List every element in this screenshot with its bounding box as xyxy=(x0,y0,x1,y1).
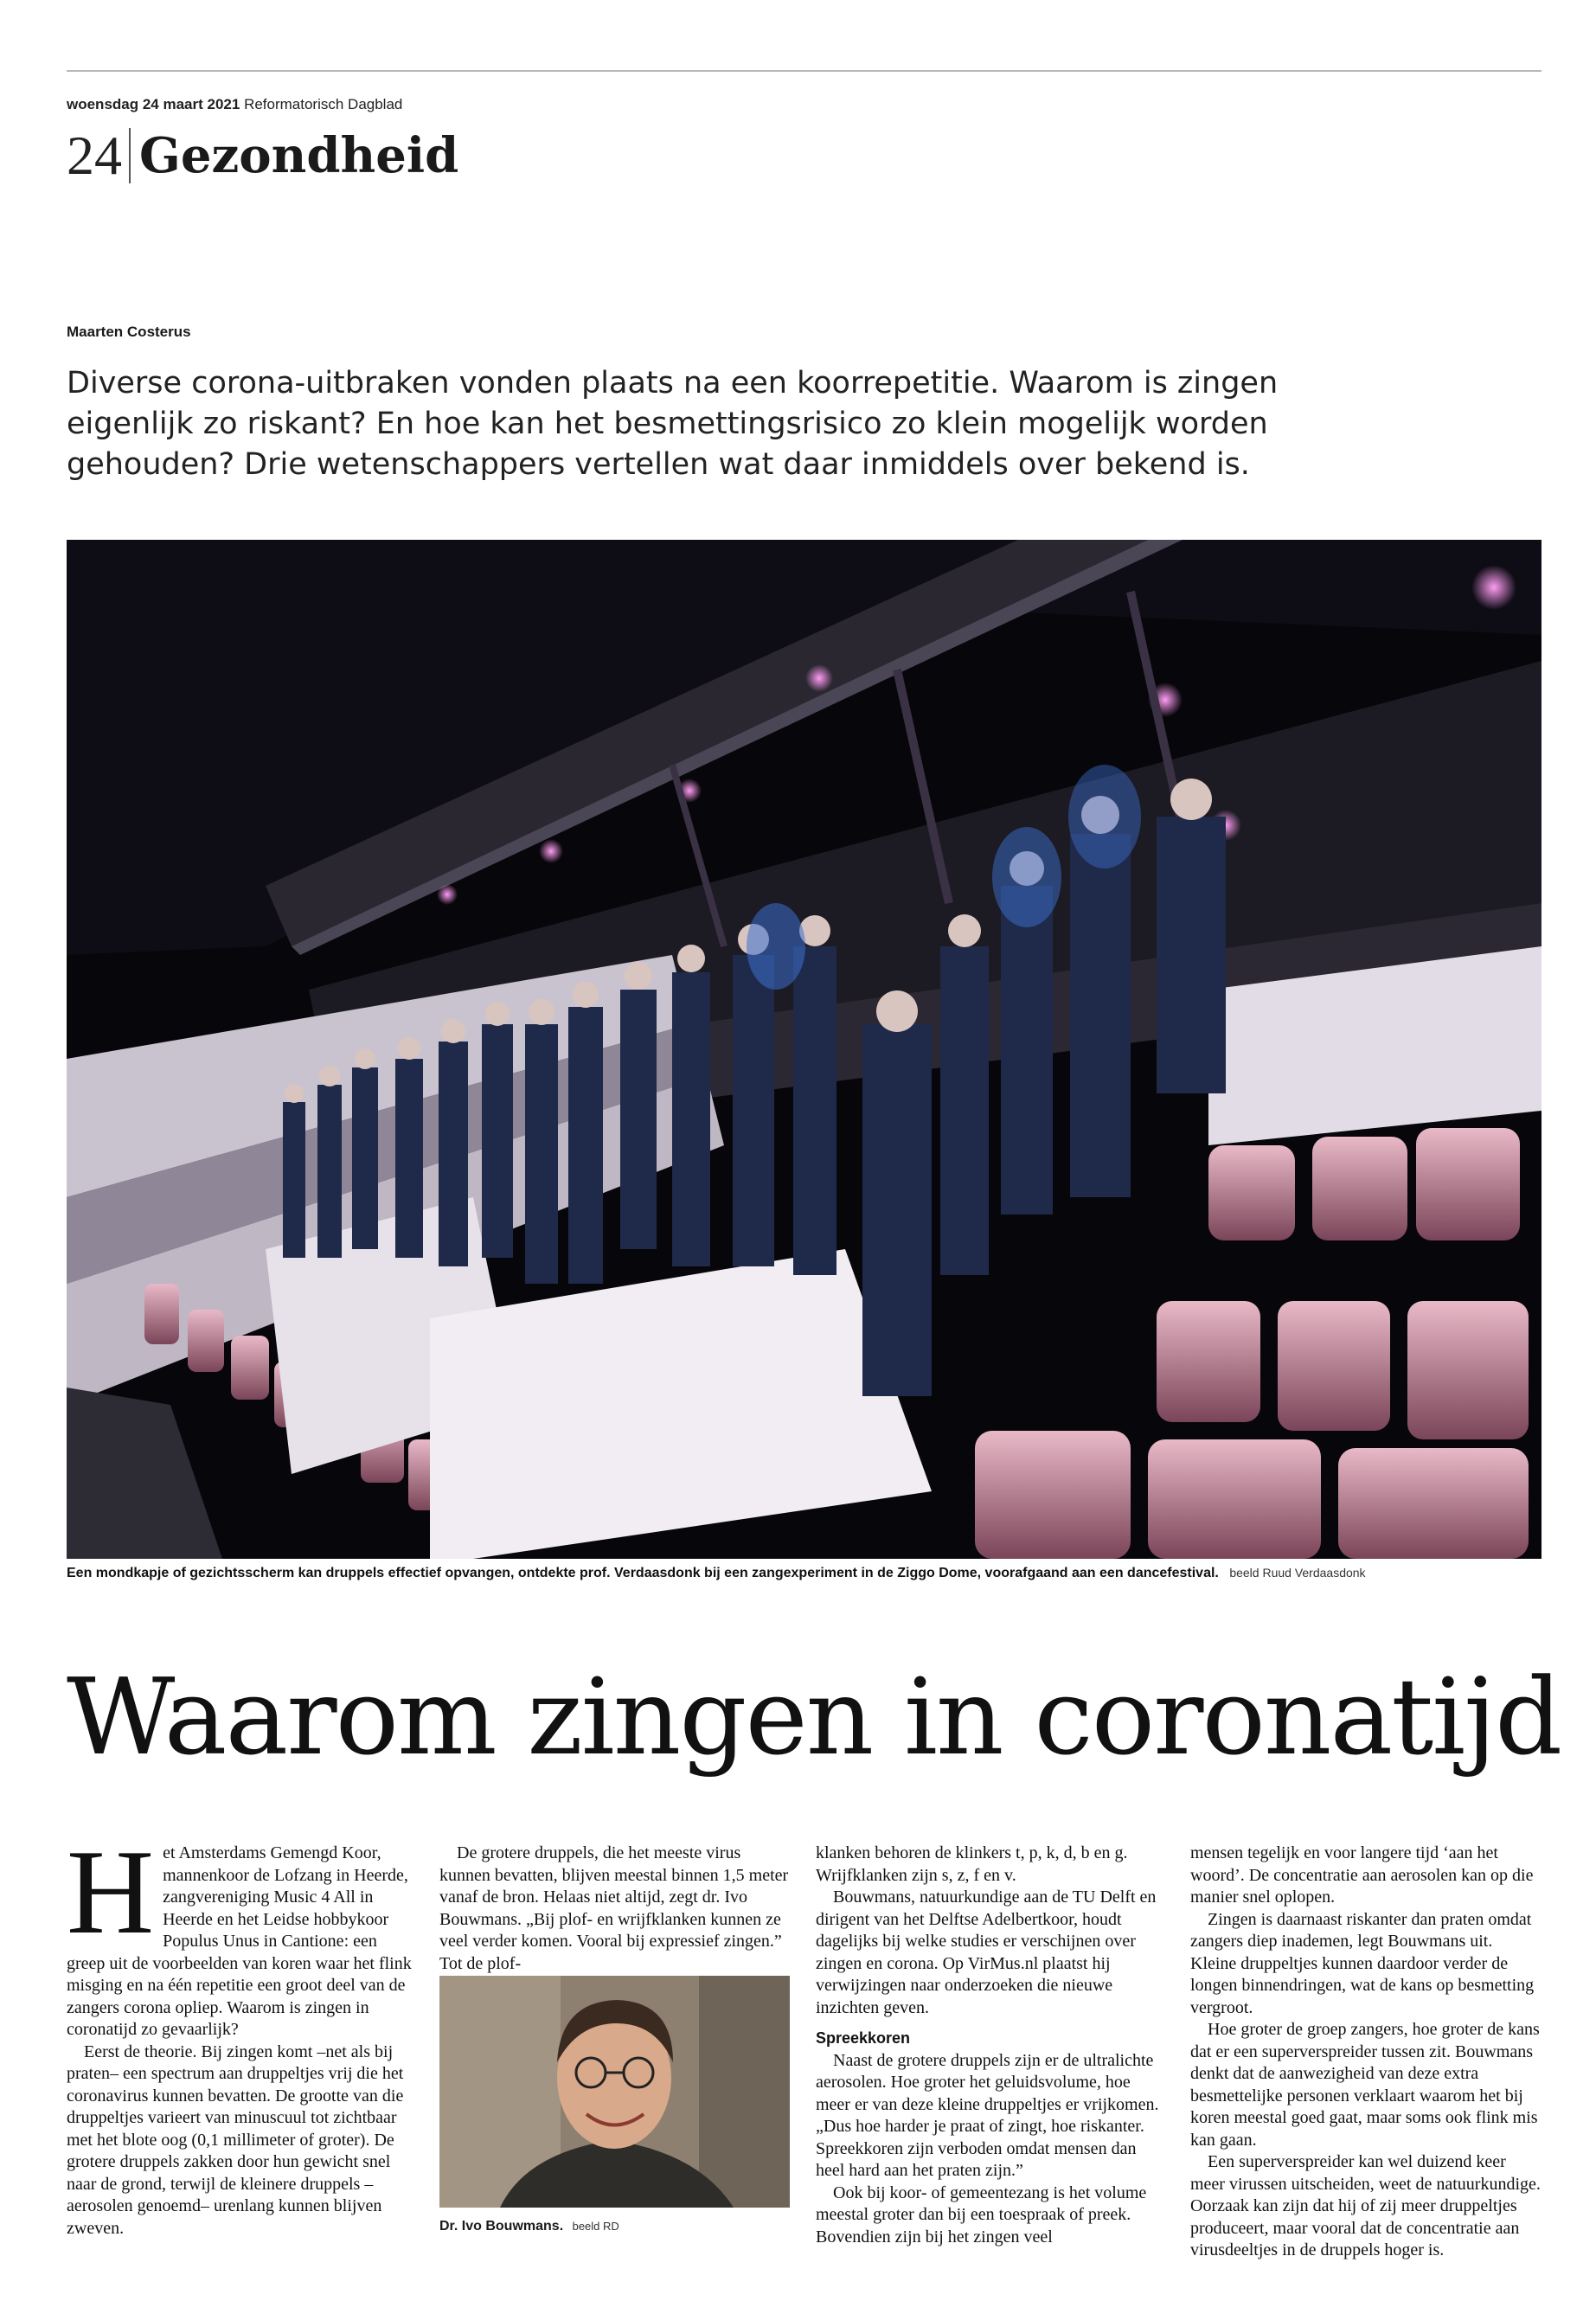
paragraph: Zingen is daarnaast riskanter dan praten omdat zangers diep inademen, legt Bouwmans uit. Kleine druppeltjes kunnen daardoor verder de longen binnendringen, wat de kans op besmetting vergroot. xyxy=(1190,1909,1535,2017)
portrait-credit: beeld RD xyxy=(572,2220,619,2233)
article-column-3 xyxy=(816,1843,1166,2248)
page-header xyxy=(67,121,458,190)
paragraph: et Amsterdams Gemengd Koor, mannenkoor de Lofzang in Heerde, zangvereniging Music 4 All in Heerde en het Leidse hobbykoor Populus Unus in Cantione: een greep uit de voorbeelden van koren waar het flink misging en na één repetitie een groot deel van de zangers corona opliep. Waarom is zingen in coronatijd zo gevaarlijk? xyxy=(67,1843,412,2039)
author-byline: Maarten Costerus xyxy=(67,324,191,340)
paragraph: Ook bij koor- of gemeentezang is het volume meestal groter dan bij een toespraak of preek. Bovendien zijn bij het zingen veel xyxy=(816,2182,1147,2247)
paragraph: mensen tegelijk en voor langere tijd ‘aan het woord’. De concentratie aan aerosolen kan op die manier snel oplopen. xyxy=(1190,1843,1534,1907)
paragraph: klanken behoren de klinkers t, p, k, d, b en g. Wrijfklanken zijn s, z, f en v. xyxy=(816,1843,1128,1885)
article-column-4 xyxy=(1190,1843,1541,2262)
portrait-caption xyxy=(439,2219,619,2234)
lead-photo xyxy=(67,540,1542,1559)
subheading: Spreekkoren xyxy=(816,2029,911,2047)
publication-name: Reformatorisch Dagblad xyxy=(244,96,403,112)
portrait-caption-text: Dr. Ivo Bouwmans. xyxy=(439,2219,564,2234)
article-intro: Diverse corona-uitbraken vonden plaats na een koorrepetitie. Waarom is zingen eigenlijk zo riskant? En hoe kan het besmettingsrisico zo klein mogelijk worden gehouden? Drie wetenschappers vertellen wat daar inmiddels over bekend is. xyxy=(67,366,1279,482)
photo-caption-text: Een mondkapje of gezichtsscherm kan druppels effectief opvangen, ontdekte prof. Verdaasdonk bij een zangexperiment in de Ziggo Dome, voorafgaand aan een dancefestival. xyxy=(67,1566,1219,1580)
headline: Waarom zingen in coronatijd xyxy=(67,1656,1561,1779)
paragraph: Hoe groter de groep zangers, hoe groter de kans dat er een superverspreider tussen zit. Bouwmans denkt dat de aanwezigheid van deze extra besmettelijke personen verklaart waarom het bij koren meestal goed gaat, maar soms ook flink mis kan gaan. xyxy=(1190,2020,1540,2150)
header-divider xyxy=(129,128,131,183)
paragraph: Bouwmans, natuurkundige aan de TU Delft en dirigent van het Delftse Adelbertkoor, houdt dagelijks bij welke studies er verschijnen over zingen en corona. Op VirMus.nl plaatst hij verwijzingen naar onderzoeken die nieuwe inzichten geven. xyxy=(816,1888,1157,2017)
paragraph: De grotere druppels, die het meeste virus kunnen bevatten, blijven meestal binnen 1,5 meter vanaf de bron. Helaas niet altijd, zegt dr. Ivo Bouwmans. „Bij plof- en wrijfklanken kunnen ze veel verder komen. Vooral bij expressief zingen.” Tot de plof- xyxy=(439,1843,789,1973)
drop-cap: H xyxy=(67,1825,155,1959)
photo-credit: beeld Ruud Verdaasdonk xyxy=(1229,1566,1366,1580)
paragraph: Een superverspreider kan wel duizend keer meer virussen uitscheiden, weet de natuurkundige. Oorzaak kan zijn dat hij of zij meer druppeltjes produceert, maar vooral dat de concentratie aan virusdeeltjes in de druppels hoger is. xyxy=(1190,2152,1541,2259)
dateline xyxy=(67,96,402,113)
top-rule xyxy=(67,70,1542,72)
photo-caption xyxy=(67,1566,1542,1581)
section-title: Gezondheid xyxy=(139,127,459,184)
page-number: 24 xyxy=(67,125,122,186)
paragraph: Naast de grotere druppels zijn er de ultralichte aerosolen. Hoe groter het geluidsvolume, hoe meer er van deze kleine druppeltjes er vrijkomen. „Dus hoe harder je praat of zingt, hoe riskanter. Spreekkoren zijn verboden omdat mensen dan heel hard aan het praten zijn.” xyxy=(816,2050,1159,2180)
article-column-2 xyxy=(439,1843,790,1975)
paragraph: Eerst de theorie. Bij zingen komt –net als bij praten– een spectrum aan druppeltjes vrij die het coronavirus kunnen bevatten. De grootte van die druppeltjes varieert van minuscuul tot zichtbaar met het blote oog (0,1 millimeter of groter). De grotere druppels zakken door hun gewicht snel naar de grond, terwijl de kleinere druppels –aerosolen genoemd– urenlang kunnen blijven zweven. xyxy=(67,2041,404,2238)
portrait-photo xyxy=(439,1976,790,2208)
article-column-1 xyxy=(67,1825,417,2240)
issue-date: woensdag 24 maart 2021 xyxy=(67,96,240,112)
